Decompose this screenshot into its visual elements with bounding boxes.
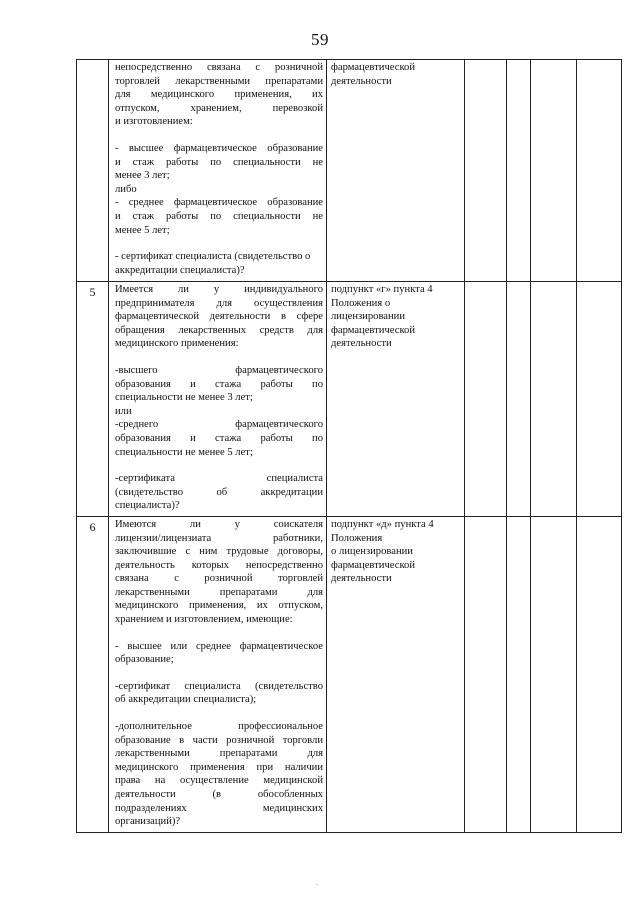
question-line: об аккредитации специалиста); [115, 694, 257, 706]
legal-reference-cell [327, 282, 465, 517]
paragraph-gap [115, 667, 323, 680]
table-row [77, 516, 622, 832]
question-line: обращения лекарственных средств для [115, 324, 323, 336]
question-line: подразделениях медицинских [115, 802, 323, 814]
paragraph-gap [115, 459, 323, 472]
question-line: менее 5 лет; [115, 224, 170, 236]
notes-cell [577, 60, 622, 282]
question-line: и стаж работы по специальности не [115, 210, 323, 222]
reference-line: фармацевтической [331, 62, 416, 73]
question-line: лицензии/лицензиата работники, [115, 532, 323, 544]
notes-cell [577, 282, 622, 517]
question-cell [109, 516, 327, 832]
reference-line: подпункт «г» пункта 4 [331, 284, 433, 295]
question-line: специальности не менее 5 лет; [115, 446, 253, 458]
answer-cell [465, 282, 507, 517]
table-row [77, 60, 622, 282]
question-cell [109, 60, 327, 282]
question-line: предпринимателя для осуществления [115, 297, 323, 309]
reference-line: Положения о [331, 297, 391, 309]
scan-dot: . [316, 878, 318, 887]
answer-cell [507, 60, 531, 282]
table-row [77, 282, 622, 517]
question-line: либо [115, 183, 137, 195]
answer-cell [531, 516, 577, 832]
answer-cell [465, 60, 507, 282]
question-line: фармацевтической деятельности в сфере [115, 311, 323, 323]
reference-line: фармацевтической [331, 324, 416, 336]
question-line: - высшее или среднее фармацевтическое [115, 640, 323, 652]
question-line: - среднее фармацевтическое образование [115, 197, 323, 209]
question-line: образование в части розничной торговли [115, 734, 323, 746]
question-line: непосредственно связана с розничной [115, 62, 323, 73]
question-line: лекарственными препаратами для [115, 586, 323, 598]
question-line: - высшее фармацевтическое образование [115, 142, 323, 154]
question-line: отпуском, хранением, перевозкой [115, 102, 323, 114]
question-line: и стаж работы по специальности не [115, 156, 323, 168]
answer-cell [465, 516, 507, 832]
question-line: торговлей лекарственными препаратами [115, 75, 323, 87]
paragraph-gap [115, 129, 323, 142]
row-number-cell [77, 60, 109, 282]
checklist-table [76, 59, 622, 833]
notes-cell [577, 516, 622, 832]
question-line: организаций)? [115, 816, 181, 828]
row-number-cell: 5 [77, 282, 109, 517]
question-line: образование; [115, 654, 174, 666]
question-line: медицинского применения при наличии [115, 761, 323, 773]
reference-line: деятельности [331, 75, 392, 87]
question-line: и изготовлением: [115, 116, 193, 128]
question-line: -дополнительное профессиональное [115, 721, 323, 733]
reference-line: о лицензировании [331, 546, 413, 558]
question-line: (свидетельство об аккредитации [115, 486, 323, 498]
question-line: специалиста)? [115, 500, 180, 512]
question-line: специальности не менее 3 лет; [115, 392, 253, 404]
reference-line: Положения [331, 532, 383, 544]
legal-reference-cell [327, 516, 465, 832]
question-line: -высшего фармацевтического [115, 364, 323, 376]
question-line: права на осуществление медицинской [115, 775, 323, 787]
question-line: -среднего фармацевтического [115, 419, 323, 431]
question-line: медицинского применения, их отпуском, [115, 600, 323, 612]
row-number-cell: 6 [77, 516, 109, 832]
question-line: -сертификата специалиста [115, 473, 323, 485]
question-line: образования и стажа работы по [115, 432, 323, 444]
answer-cell [507, 282, 531, 517]
question-line: связана с розничной торговлей [115, 573, 323, 585]
question-line: деятельность которых непосредственно [115, 559, 323, 571]
question-line: образования и стажа работы по [115, 378, 323, 390]
question-line: деятельности (в обособленных [115, 789, 323, 800]
paragraph-gap [115, 627, 323, 640]
answer-cell [531, 60, 577, 282]
paragraph-gap [115, 237, 323, 250]
answer-cell [531, 282, 577, 517]
question-line: медицинского применения: [115, 338, 239, 350]
question-line: лекарственными препаратами для [115, 748, 323, 760]
answer-cell [507, 516, 531, 832]
page-number: 59 [311, 30, 329, 49]
question-line: для медицинского применения, их [115, 89, 323, 101]
legal-reference-cell [327, 60, 465, 282]
question-line: менее 3 лет; [115, 170, 170, 182]
reference-line: лицензировании [331, 311, 406, 323]
question-line: Имеются ли у соискателя [115, 518, 323, 530]
reference-line: деятельности [331, 338, 392, 350]
reference-line: фармацевтической [331, 559, 416, 571]
question-line: заключившие с ним трудовые договоры, [115, 546, 323, 558]
question-line: -сертификат специалиста (свидетельство [115, 680, 323, 692]
question-cell [109, 282, 327, 517]
paragraph-gap [115, 707, 323, 720]
question-line: Имеется ли у индивидуального [115, 284, 323, 295]
question-line: хранением и изготовлением, имеющие: [115, 614, 293, 626]
question-line: - сертификат специалиста (свидетельство о [115, 251, 311, 263]
reference-line: подпункт «д» пункта 4 [331, 518, 434, 530]
question-line: аккредитации специалиста)? [115, 264, 245, 276]
reference-line: деятельности [331, 573, 392, 585]
question-line: или [115, 405, 132, 417]
paragraph-gap [115, 351, 323, 364]
